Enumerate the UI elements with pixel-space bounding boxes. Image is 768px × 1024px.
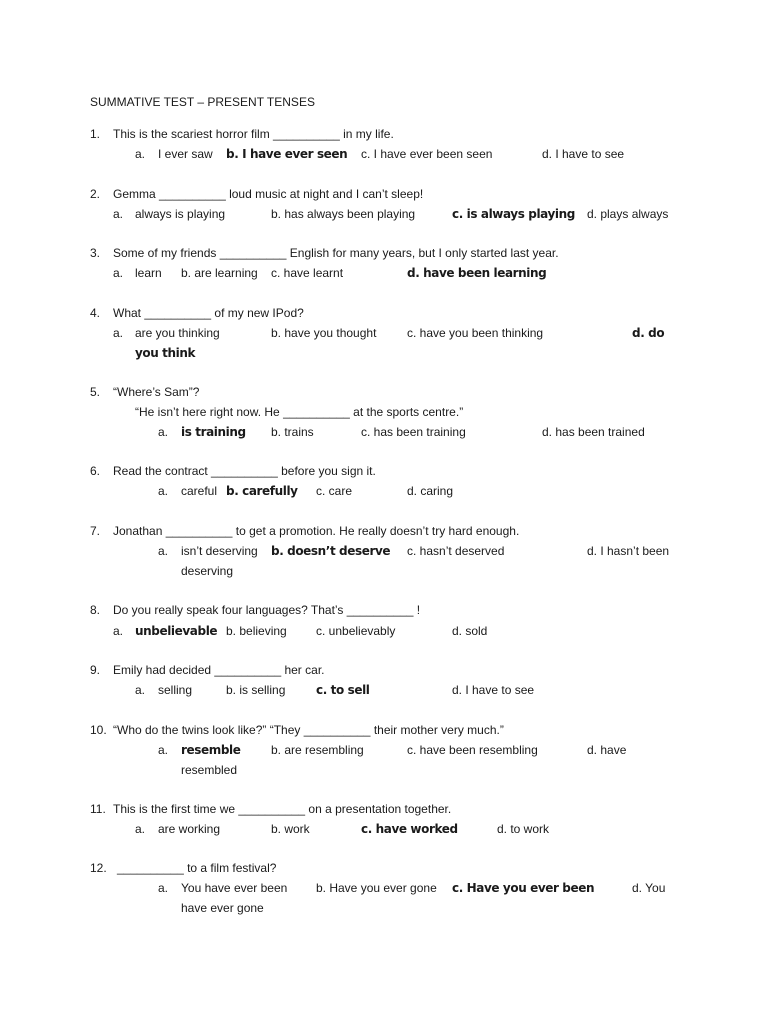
question-number: 5. [90,385,101,399]
question-number: 1. [90,127,101,141]
option-c: c. has been training [361,425,466,439]
question-stem: Gemma __________ loud music at night and I can’t sleep! [113,187,424,201]
option-label: a. [158,881,169,895]
option-d: d. You [632,881,666,895]
option-b: b. trains [271,425,314,439]
question-stem: Emily had decided __________ her car. [113,663,325,677]
question-stem: Jonathan __________ to get a promotion. He really doesn’t try hard enough. [113,524,520,538]
option-b: b. are learning [181,266,258,280]
option-d: d. caring [407,484,454,498]
option-b: b. has always been playing [271,207,416,221]
option-a: careful [181,484,218,498]
option-c: c. have been resembling [407,743,538,757]
option-label: a. [158,425,169,439]
option-d: d. I have to see [542,147,625,161]
question-number: 2. [90,187,101,201]
option-a: isn’t deserving [181,544,258,558]
option-d: d. have [587,743,627,757]
question-number: 7. [90,524,101,538]
option-c: c. have you been thinking [407,326,544,340]
option-d-continued: you think [135,346,196,360]
option-b: b. work [271,822,310,836]
option-c: c. care [316,484,353,498]
option-b: b. have you thought [271,326,377,340]
option-d-continued: resembled [181,763,238,777]
question-number: 12. [90,861,107,875]
question-number: 6. [90,464,101,478]
option-a-correct: is training [181,425,246,439]
option-d: d. I have to see [452,683,535,697]
question-stem: Read the contract __________ before you sign it. [113,464,376,478]
option-label: a. [158,544,169,558]
option-a: learn [135,266,162,280]
option-a: are you thinking [135,326,220,340]
option-d: d. sold [452,624,488,638]
option-c: c. hasn’t deserved [407,544,505,558]
option-a: are working [158,822,221,836]
option-label: a. [113,624,124,638]
question-number: 3. [90,246,101,260]
option-a: You have ever been [181,881,288,895]
option-label: a. [158,484,169,498]
question-number: 8. [90,603,101,617]
question-stem: This is the scariest horror film __________ in my life. [113,127,394,141]
option-a-correct: unbelievable [135,624,218,638]
question-stem: “Where’s Sam”? [113,385,200,399]
option-label: a. [135,822,146,836]
question-stem: “Who do the twins look like?” “They __________ their mother very much.” [113,723,504,737]
option-b: b. are resembling [271,743,364,757]
option-b: b. Have you ever gone [316,881,437,895]
option-c-correct: c. have worked [361,822,458,836]
option-d-continued: deserving [181,564,234,578]
option-label: a. [158,743,169,757]
option-d: d. plays always [587,207,669,221]
page-title: SUMMATIVE TEST – PRESENT TENSES [90,95,315,109]
option-a: selling [158,683,193,697]
option-a: I ever saw [158,147,213,161]
question-stem: What __________ of my new IPod? [113,306,304,320]
option-label: a. [135,683,146,697]
option-d: d. I hasn’t been [587,544,670,558]
question-stem: Some of my friends __________ English for many years, but I only started last year. [113,246,559,260]
option-c-correct: c. to sell [316,683,370,697]
question-number: 9. [90,663,101,677]
option-c-correct: c. Have you ever been [452,881,595,895]
option-label: a. [113,326,124,340]
option-b: b. believing [226,624,287,638]
question-number: 11. [90,802,106,816]
question-stem: __________ to a film festival? [117,861,277,875]
option-label: a. [135,147,146,161]
option-c: c. have learnt [271,266,344,280]
option-c: c. unbelievably [316,624,396,638]
option-c-correct: c. is always playing [452,207,575,221]
option-b: b. is selling [226,683,286,697]
option-b-correct: b. I have ever seen [226,147,348,161]
question-stem: Do you really speak four languages? That’s __________ ! [113,603,421,617]
option-d-correct: d. have been learning [407,266,547,280]
question-number: 10. [90,723,107,737]
option-d-continued: have ever gone [181,901,264,915]
option-a-correct: resemble [181,743,241,757]
question-stem-line2: “He isn’t here right now. He __________ at the sports centre.” [135,405,464,419]
option-label: a. [113,207,124,221]
option-label: a. [113,266,124,280]
option-d-correct: d. do [632,326,665,340]
option-b-correct: b. doesn’t deserve [271,544,391,558]
option-d: d. to work [497,822,550,836]
option-d: d. has been trained [542,425,645,439]
question-number: 4. [90,306,101,320]
option-a: always is playing [135,207,226,221]
question-stem: This is the first time we __________ on a presentation together. [113,802,452,816]
option-c: c. I have ever been seen [361,147,493,161]
option-b-correct: b. carefully [226,484,298,498]
